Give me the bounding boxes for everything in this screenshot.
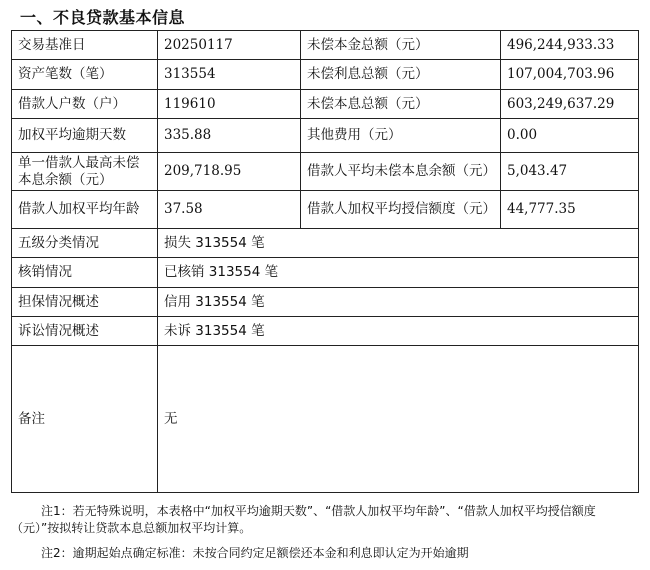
remarks-label: 备注 [12, 346, 158, 493]
row-label: 未偿本息总额（元） [301, 90, 501, 119]
row-value: 496,244,933.33 [501, 31, 639, 60]
row-label: 加权平均逾期天数 [12, 119, 158, 153]
table-row [12, 288, 639, 317]
row-label: 借款人户数（户） [12, 90, 158, 119]
row-value: 0.00 [501, 119, 639, 153]
table-row-remarks [12, 346, 639, 493]
row-value: 已核销 313554 笔 [158, 258, 639, 288]
row-label: 核销情况 [12, 258, 158, 288]
table-row [12, 258, 639, 288]
remarks-value: 无 [158, 346, 639, 493]
row-label: 五级分类情况 [12, 229, 158, 258]
row-value: 未诉 313554 笔 [158, 317, 639, 346]
row-label: 单一借款人最高未偿本息余额（元） [12, 153, 158, 191]
row-label: 未偿本金总额（元） [301, 31, 501, 60]
row-label: 担保情况概述 [12, 288, 158, 317]
row-value: 119610 [158, 90, 301, 119]
row-value: 37.58 [158, 191, 301, 229]
table-row [12, 317, 639, 346]
footnote-1: 注1：若无特殊说明，本表格中“加权平均逾期天数”、“借款人加权平均年龄”、“借款人加权平均授信额度（元）”按拟转让贷款本息总额加权平均计算。 [11, 504, 596, 535]
row-label: 交易基准日 [12, 31, 158, 60]
row-label: 其他费用（元） [301, 119, 501, 153]
row-label: 诉讼情况概述 [12, 317, 158, 346]
table-row [12, 119, 639, 153]
row-value: 20250117 [158, 31, 301, 60]
row-value: 44,777.35 [501, 191, 639, 229]
section-heading: 一、不良贷款基本信息 [20, 8, 186, 27]
row-label: 借款人加权平均授信额度（元） [301, 191, 501, 229]
loan-info-table [11, 30, 639, 493]
row-value: 5,043.47 [501, 153, 639, 191]
row-label: 资产笔数（笔） [12, 60, 158, 90]
table-row [12, 60, 639, 90]
table-row [12, 191, 639, 229]
row-label: 借款人平均未偿本息余额（元） [301, 153, 501, 191]
table-row [12, 229, 639, 258]
footnotes [11, 503, 638, 562]
footnote-2: 注2：逾期起始点确定标准：未按合同约定足额偿还本金和利息即认定为开始逾期 [41, 546, 469, 560]
table-row [12, 90, 639, 119]
row-value: 603,249,637.29 [501, 90, 639, 119]
row-value: 107,004,703.96 [501, 60, 639, 90]
row-value: 损失 313554 笔 [158, 229, 639, 258]
table-row [12, 31, 639, 60]
row-label: 未偿利息总额（元） [301, 60, 501, 90]
row-value: 313554 [158, 60, 301, 90]
row-label: 借款人加权平均年龄 [12, 191, 158, 229]
row-value: 335.88 [158, 119, 301, 153]
row-value: 信用 313554 笔 [158, 288, 639, 317]
row-value: 209,718.95 [158, 153, 301, 191]
table-row [12, 153, 639, 191]
